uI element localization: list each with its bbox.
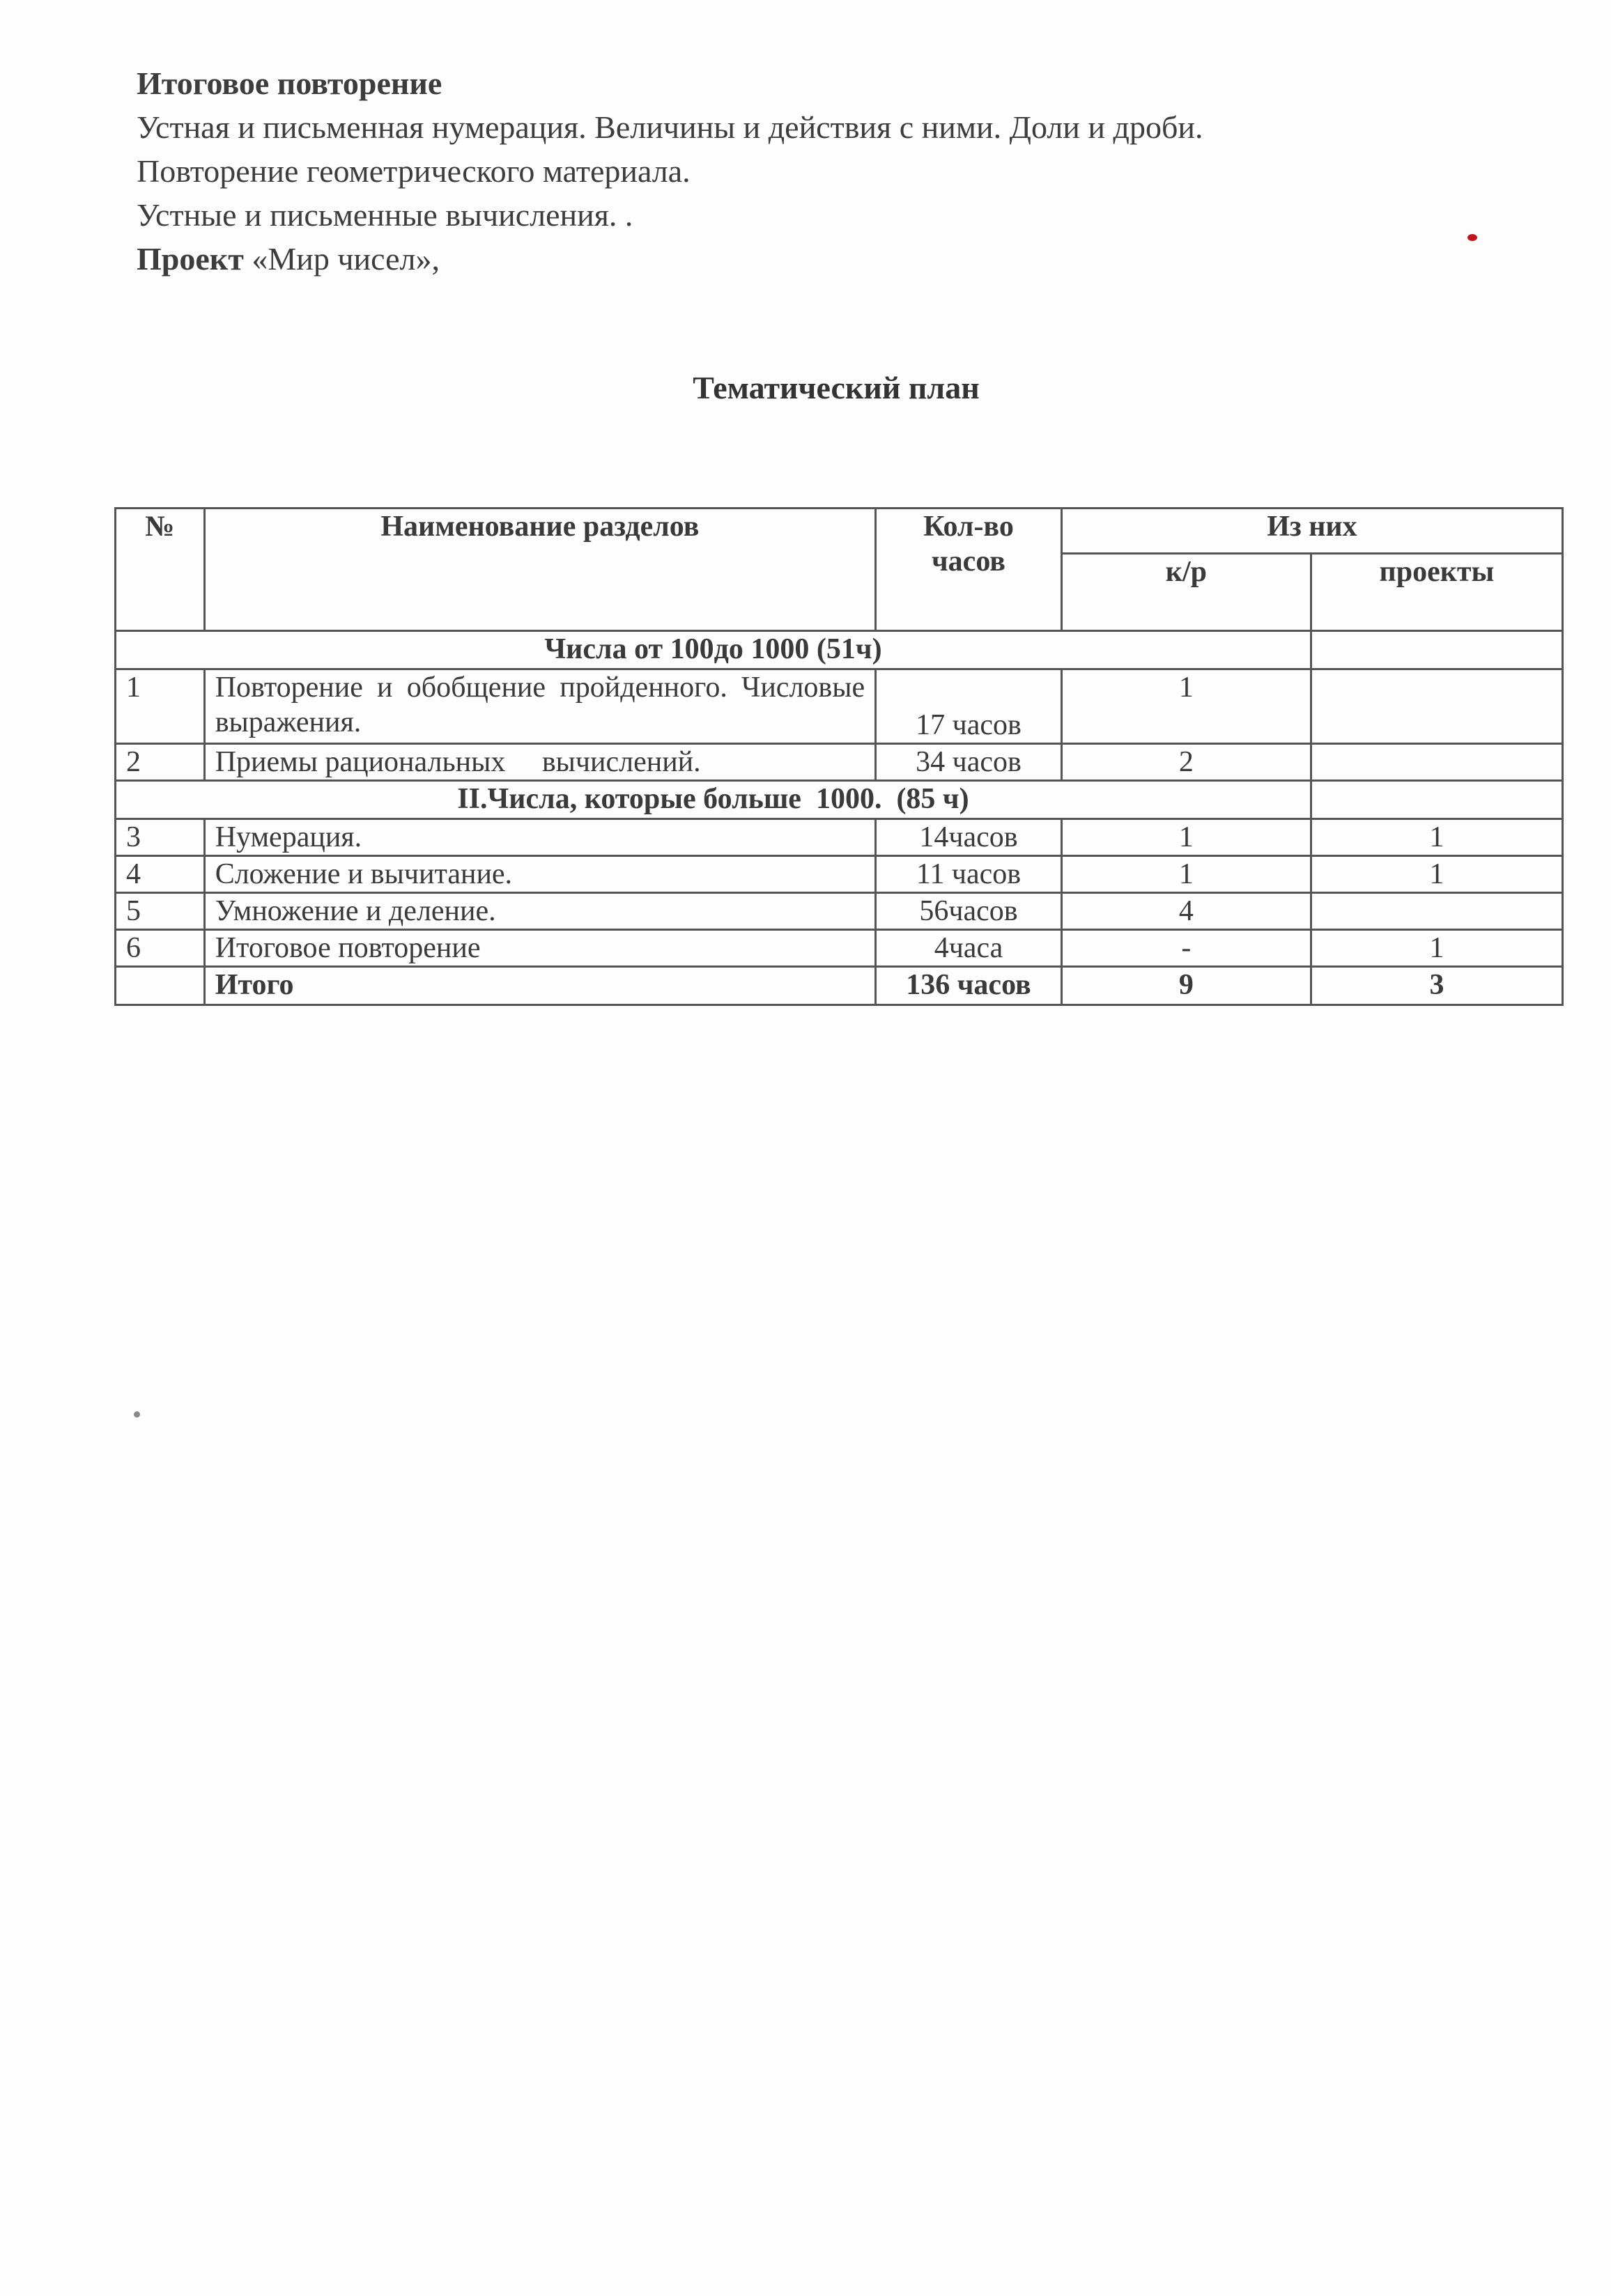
row-kr: 1 (1061, 856, 1311, 893)
intro-line-1: Устная и письменная нумерация. Величины и действия с ними. Доли и дроби. (137, 109, 1203, 145)
intro-block (137, 61, 1495, 281)
project-text: «Мир чисел», (243, 241, 440, 277)
total-num-cell (116, 967, 205, 1005)
intro-project-line (137, 237, 1495, 281)
red-ink-mark (1467, 234, 1477, 241)
total-row (116, 967, 1563, 1005)
thematic-plan-table (114, 507, 1564, 1006)
row-kr: 4 (1061, 893, 1311, 930)
table-row (116, 669, 1563, 744)
row-hours: 4часа (876, 930, 1062, 967)
section-title: Числа от 100до 1000 (51ч) (116, 631, 1311, 669)
row-kr: - (1061, 930, 1311, 967)
row-hours: 17 часов (876, 669, 1062, 744)
page-title: Тематический план (693, 370, 980, 405)
row-projects: 1 (1311, 819, 1562, 856)
section-row (116, 781, 1563, 819)
header-name: Наименование разделов (204, 509, 875, 631)
section-empty-cell (1311, 781, 1562, 819)
row-projects (1311, 893, 1562, 930)
section-row (116, 631, 1563, 669)
row-name: Сложение и вычитание. (204, 856, 875, 893)
header-num: № (116, 509, 205, 631)
header-of-them: Из них (1061, 509, 1562, 554)
table-row (116, 744, 1563, 781)
intro-line-2: Повторение геометрического материала. (137, 153, 691, 189)
intro-line-3: Устные и письменные вычисления. . (137, 197, 633, 233)
scan-speck (134, 1411, 140, 1418)
table-row (116, 856, 1563, 893)
row-hours: 11 часов (876, 856, 1062, 893)
row-name: Приемы рациональных вычислений. (204, 744, 875, 781)
header-kr: к/р (1061, 554, 1311, 631)
row-num: 5 (116, 893, 205, 930)
row-projects (1311, 744, 1562, 781)
table-header-row (116, 509, 1563, 554)
row-hours: 14часов (876, 819, 1062, 856)
intro-heading: Итоговое повторение (137, 65, 442, 101)
header-hours: Кол-во часов (876, 509, 1062, 631)
row-projects: 1 (1311, 930, 1562, 967)
row-hours: 34 часов (876, 744, 1062, 781)
table-row (116, 930, 1563, 967)
section-title: II.Числа, которые больше 1000. (85 ч) (116, 781, 1311, 819)
row-name (204, 669, 875, 744)
row-num: 3 (116, 819, 205, 856)
total-projects: 3 (1311, 967, 1562, 1005)
row-num: 2 (116, 744, 205, 781)
row-name: Итоговое повторение (204, 930, 875, 967)
row-projects (1311, 669, 1562, 744)
row-hours: 56часов (876, 893, 1062, 930)
section-empty-cell (1311, 631, 1562, 669)
table-row (116, 819, 1563, 856)
row-name-text: Повторение и обобщение пройденного. Числовые выражения. (215, 672, 865, 738)
row-projects: 1 (1311, 856, 1562, 893)
row-num: 6 (116, 930, 205, 967)
row-kr: 1 (1061, 669, 1311, 744)
row-name: Умножение и деление. (204, 893, 875, 930)
table-row (116, 893, 1563, 930)
total-hours: 136 часов (876, 967, 1062, 1005)
row-kr: 1 (1061, 819, 1311, 856)
row-name: Нумерация. (204, 819, 875, 856)
row-num: 4 (116, 856, 205, 893)
project-label: Проект (137, 241, 244, 277)
row-num: 1 (116, 669, 205, 744)
total-label: Итого (204, 967, 875, 1005)
total-kr: 9 (1061, 967, 1311, 1005)
row-kr: 2 (1061, 744, 1311, 781)
header-projects: проекты (1311, 554, 1562, 631)
